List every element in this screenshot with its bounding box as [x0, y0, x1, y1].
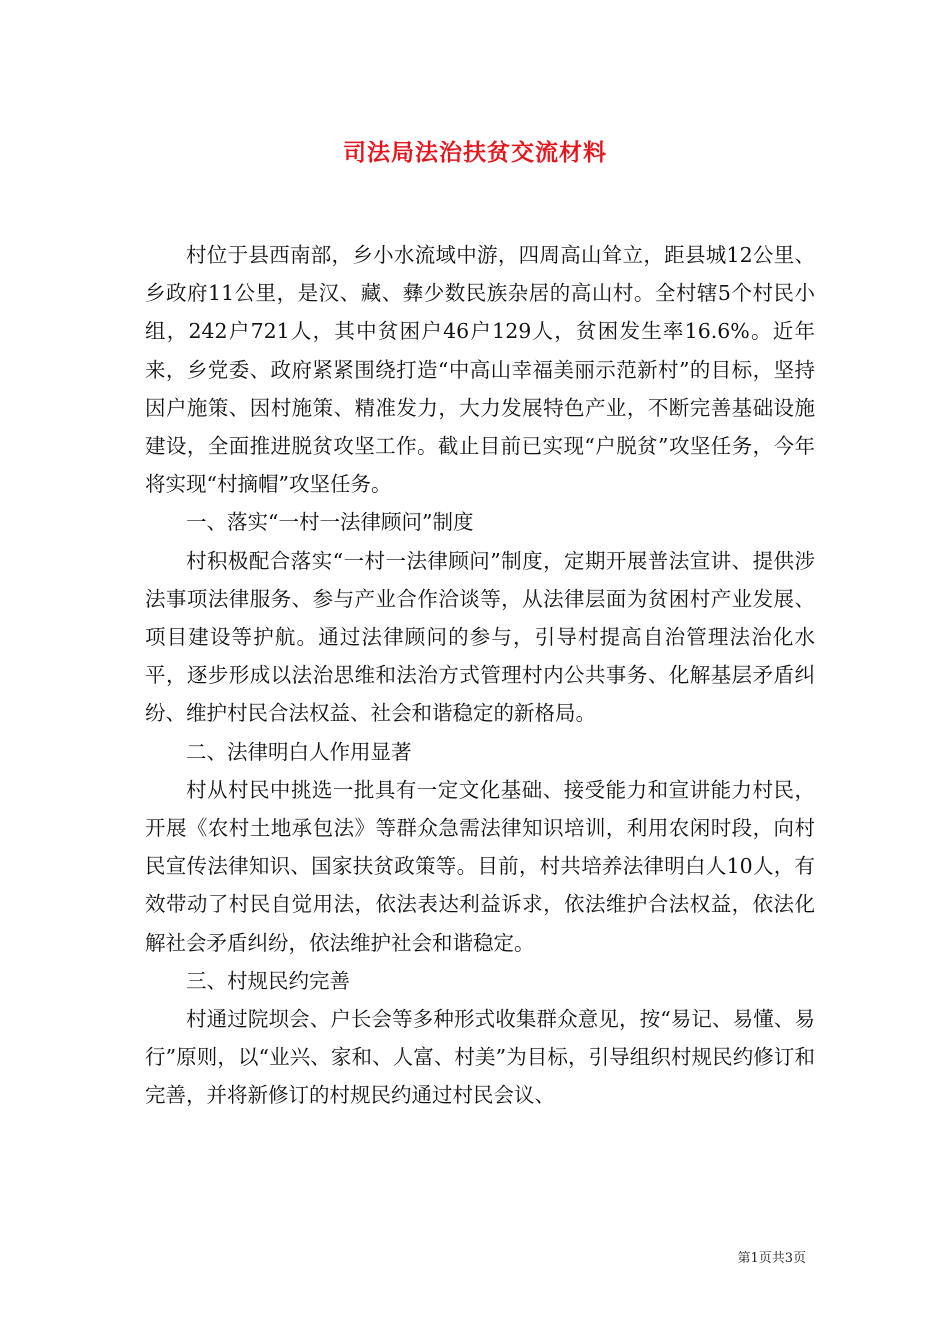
section-heading-1: 一、落实“一村一法律顾问”制度: [186, 510, 474, 535]
section-1-paragraph: 村积极配合落实“一村一法律顾问”制度，定期开展普法宣讲、提供涉法事项法律服务、参与产业合作洽谈等，从法律层面为贫困村产业发展、项目建设等护航。通过法律顾问的参与，引导村提高自治管理法治化水平，逐步形成以法治思维和法治方式管理村内公共事务、化解基层矛盾纠纷、维护村民合法权益、社会和谐稳定的新格局。: [145, 548, 815, 726]
section-2-paragraph: 村从村民中挑选一批具有一定文化基础、接受能力和宣讲能力村民，开展《农村土地承包法》等群众急需法律知识培训，利用农闲时段，向村民宣传法律知识、国家扶贫政策等。目前，村共培养法律明白人10人，有效带动了村民自觉用法，依法表达利益诉求，依法维护合法权益，依法化解社会矛盾纠纷，依法维护社会和谐稳定。: [145, 777, 815, 955]
page-number: 第1页共3页: [737, 1251, 806, 1266]
document-body: [145, 236, 815, 1115]
intro-paragraph: 村位于县西南部，乡小水流域中游，四周高山耸立，距县城12公里、乡政府11公里，是汉、藏、彝少数民族杂居的高山村。全村辖5个村民小组，242户721人，其中贫困户46户129人，贫困发生率16.6%。近年来，乡党委、政府紧紧围绕打造“中高山幸福美丽示范新村”的目标，坚持因户施策、因村施策、精准发力，大力发展特色产业，不断完善基础设施建设，全面推进脱贫攻坚工作。截止目前已实现“户脱贫”攻坚任务，今年将实现“村摘帽”攻坚任务。: [145, 243, 815, 497]
section-heading-3: 三、村规民约完善: [186, 968, 350, 993]
section-3-paragraph: 村通过院坝会、户长会等多种形式收集群众意见，按“易记、易懂、易行”原则，以“业兴、家和、人富、村美”为目标，引导组织村规民约修订和完善，并将新修订的村规民约通过村民会议、: [145, 1007, 815, 1108]
section-heading-2: 二、法律明白人作用显著: [186, 739, 412, 764]
document-title: 司法局法治扶贫交流材料: [343, 139, 607, 166]
